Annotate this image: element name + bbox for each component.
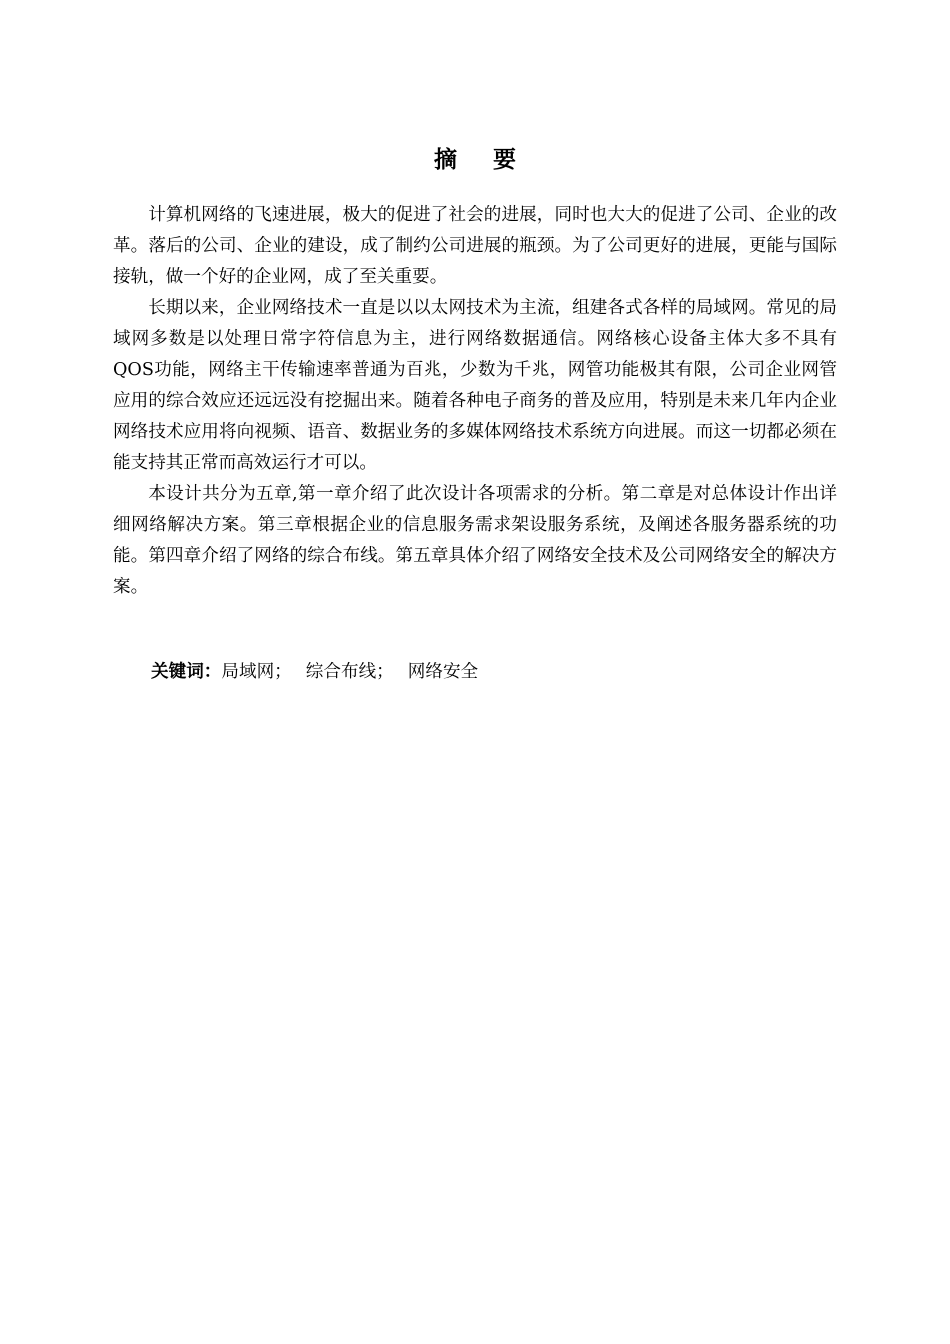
keyword-item: 综合布线； <box>305 662 394 682</box>
keyword-item: 网络安全 <box>407 662 479 682</box>
abstract-paragraph-2: 长期以来，企业网络技术一直是以以太网技术为主流，组建各式各样的局域网。常见的局域网多数是以处理日常字符信息为主，进行网络数据通信。网络核心设备主体大多不具有QOS功能，网络主干传输速率普通为百兆，少数为千兆，网管功能极其有限，公司企业网管应用的综合效应还远远没有挖掘出来。随着各种电子商务的普及应用，特别是未来几年内企业网络技术应用将向视频、语音、数据业务的多媒体网络技术系统方向进展。而这一切都必须在能支持其正常而高效运行才可以。 <box>113 298 837 473</box>
keyword-item: 局域网； <box>221 662 292 682</box>
abstract-paragraph-3: 本设计共分为五章,第一章介绍了此次设计各项需求的分析。第二章是对总体设计作出详细网络解决方案。第三章根据企业的信息服务需求架设服务系统，及阐述各服务器系统的功能。第四章介绍了网络的综合布线。第五章具体介绍了网络安全技术及公司网络安全的解决方案。 <box>113 484 837 597</box>
keywords-label: 关键词： <box>151 662 222 682</box>
keywords-line <box>151 657 478 688</box>
page-title: 摘 要 <box>433 147 530 173</box>
abstract-paragraph-1: 计算机网络的飞速进展，极大的促进了社会的进展，同时也大大的促进了公司、企业的改革。落后的公司、企业的建设，成了制约公司进展的瓶颈。为了公司更好的进展，更能与国际接轨，做一个好的企业网，成了至关重要。 <box>113 205 837 287</box>
abstract-body <box>113 200 837 603</box>
